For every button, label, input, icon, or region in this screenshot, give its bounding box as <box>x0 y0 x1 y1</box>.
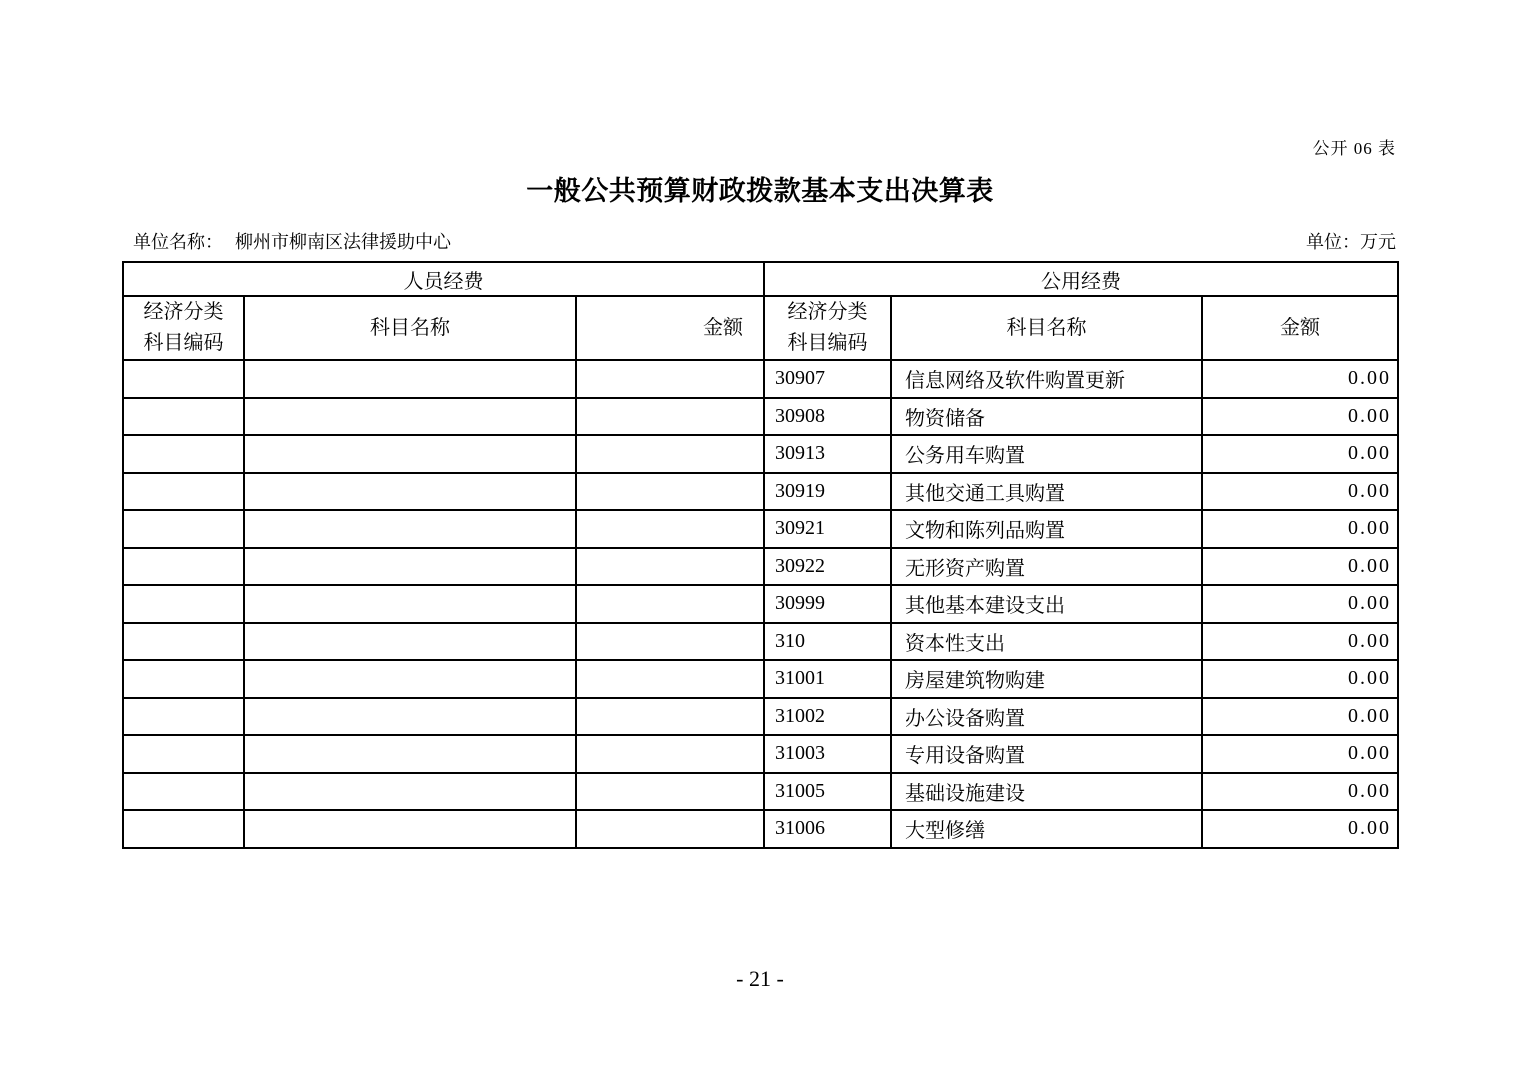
column-header-row <box>123 296 1398 360</box>
cell-amount: 0.00 <box>1202 585 1398 623</box>
cell-left-code-empty <box>123 660 244 698</box>
cell-left-name-empty <box>244 810 576 848</box>
cell-name: 公务用车购置 <box>891 435 1202 473</box>
col-header-right-code: 经济分类 科目编码 <box>764 296 891 360</box>
col-header-left-amount: 金额 <box>576 296 764 360</box>
cell-left-amount-empty <box>576 548 764 586</box>
table-row <box>123 435 1398 473</box>
cell-amount: 0.00 <box>1202 360 1398 398</box>
cell-amount: 0.00 <box>1202 698 1398 736</box>
cell-left-code-empty <box>123 698 244 736</box>
cell-code: 30922 <box>764 548 891 586</box>
cell-name: 房屋建筑物购建 <box>891 660 1202 698</box>
budget-table <box>122 261 1399 849</box>
group-header-public: 公用经费 <box>764 262 1398 296</box>
cell-left-code-empty <box>123 398 244 436</box>
cell-left-name-empty <box>244 473 576 511</box>
cell-left-name-empty <box>244 623 576 661</box>
doc-label: 公开 06 表 <box>1312 139 1396 158</box>
table-row <box>123 735 1398 773</box>
cell-amount: 0.00 <box>1202 773 1398 811</box>
unit-name-value: 柳州市柳南区法律援助中心 <box>235 232 451 252</box>
cell-code: 30919 <box>764 473 891 511</box>
cell-name: 资本性支出 <box>891 623 1202 661</box>
cell-code: 30907 <box>764 360 891 398</box>
cell-left-name-empty <box>244 510 576 548</box>
cell-left-name-empty <box>244 398 576 436</box>
table-row <box>123 660 1398 698</box>
cell-left-code-empty <box>123 510 244 548</box>
cell-left-name-empty <box>244 773 576 811</box>
cell-code: 30999 <box>764 585 891 623</box>
cell-name: 无形资产购置 <box>891 548 1202 586</box>
cell-left-amount-empty <box>576 735 764 773</box>
cell-code: 31006 <box>764 810 891 848</box>
cell-left-name-empty <box>244 435 576 473</box>
cell-left-code-empty <box>123 435 244 473</box>
cell-code: 30921 <box>764 510 891 548</box>
cell-left-amount-empty <box>576 510 764 548</box>
cell-left-code-empty <box>123 585 244 623</box>
cell-code: 30913 <box>764 435 891 473</box>
cell-left-name-empty <box>244 585 576 623</box>
group-header-personnel: 人员经费 <box>123 262 764 296</box>
cell-left-name-empty <box>244 698 576 736</box>
cell-amount: 0.00 <box>1202 510 1398 548</box>
cell-left-code-empty <box>123 473 244 511</box>
cell-code: 310 <box>764 623 891 661</box>
cell-amount: 0.00 <box>1202 810 1398 848</box>
cell-name: 文物和陈列品购置 <box>891 510 1202 548</box>
cell-left-amount-empty <box>576 773 764 811</box>
cell-left-amount-empty <box>576 810 764 848</box>
unit-of-measure-label: 单位：万元 <box>1306 232 1396 252</box>
cell-left-name-empty <box>244 548 576 586</box>
cell-amount: 0.00 <box>1202 548 1398 586</box>
col-header-right-amount: 金额 <box>1202 296 1398 360</box>
table-row <box>123 510 1398 548</box>
cell-left-amount-empty <box>576 623 764 661</box>
cell-code: 31001 <box>764 660 891 698</box>
cell-left-code-empty <box>123 773 244 811</box>
cell-amount: 0.00 <box>1202 735 1398 773</box>
cell-amount: 0.00 <box>1202 473 1398 511</box>
cell-amount: 0.00 <box>1202 435 1398 473</box>
cell-code: 31002 <box>764 698 891 736</box>
cell-code: 31005 <box>764 773 891 811</box>
cell-left-amount-empty <box>576 585 764 623</box>
cell-amount: 0.00 <box>1202 623 1398 661</box>
cell-left-amount-empty <box>576 398 764 436</box>
table-row <box>123 810 1398 848</box>
table-row <box>123 585 1398 623</box>
table-row <box>123 360 1398 398</box>
table-row <box>123 773 1398 811</box>
table-row <box>123 623 1398 661</box>
table-row <box>123 548 1398 586</box>
cell-left-amount-empty <box>576 360 764 398</box>
cell-name: 其他基本建设支出 <box>891 585 1202 623</box>
cell-name: 信息网络及软件购置更新 <box>891 360 1202 398</box>
cell-left-amount-empty <box>576 660 764 698</box>
cell-name: 其他交通工具购置 <box>891 473 1202 511</box>
cell-left-name-empty <box>244 660 576 698</box>
cell-left-code-empty <box>123 735 244 773</box>
unit-name-label: 单位名称： <box>133 232 223 252</box>
col-header-left-name: 科目名称 <box>244 296 576 360</box>
cell-name: 大型修缮 <box>891 810 1202 848</box>
cell-left-amount-empty <box>576 435 764 473</box>
cell-name: 基础设施建设 <box>891 773 1202 811</box>
table-row <box>123 698 1398 736</box>
cell-left-code-empty <box>123 810 244 848</box>
cell-name: 办公设备购置 <box>891 698 1202 736</box>
unit-name-line <box>133 228 451 254</box>
cell-name: 专用设备购置 <box>891 735 1202 773</box>
cell-left-code-empty <box>123 548 244 586</box>
cell-code: 30908 <box>764 398 891 436</box>
page-number: - 21 - <box>736 966 784 991</box>
cell-amount: 0.00 <box>1202 660 1398 698</box>
cell-left-amount-empty <box>576 698 764 736</box>
cell-amount: 0.00 <box>1202 398 1398 436</box>
cell-name: 物资储备 <box>891 398 1202 436</box>
cell-left-name-empty <box>244 360 576 398</box>
group-header-row <box>123 262 1398 296</box>
cell-left-name-empty <box>244 735 576 773</box>
table-row <box>123 473 1398 511</box>
col-header-left-code: 经济分类 科目编码 <box>123 296 244 360</box>
cell-code: 31003 <box>764 735 891 773</box>
page-title: 一般公共预算财政拨款基本支出决算表 <box>526 176 994 206</box>
col-header-right-name: 科目名称 <box>891 296 1202 360</box>
cell-left-code-empty <box>123 623 244 661</box>
cell-left-amount-empty <box>576 473 764 511</box>
cell-left-code-empty <box>123 360 244 398</box>
table-row <box>123 398 1398 436</box>
